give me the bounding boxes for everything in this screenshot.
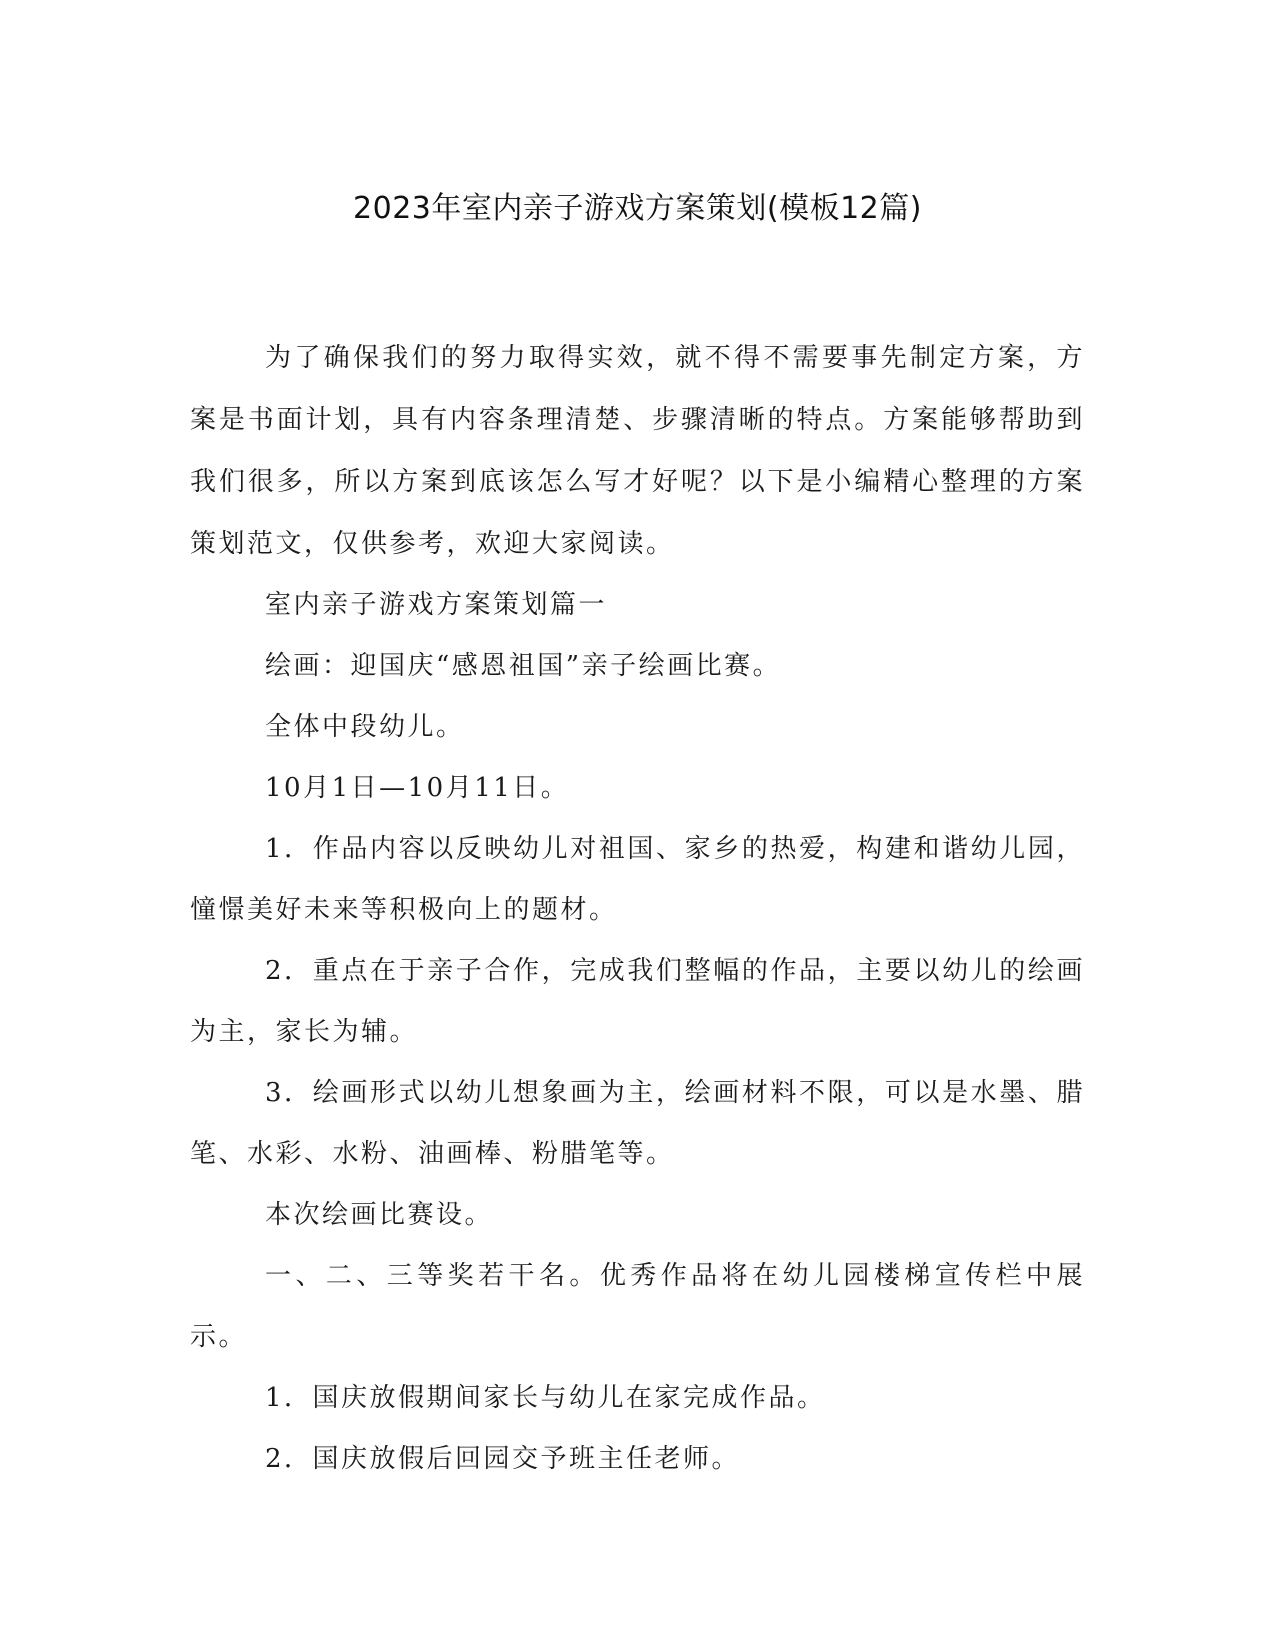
requirement-3: 3．绘画形式以幼儿想象画为主，绘画材料不限，可以是水墨、腊笔、水彩、水粉、油画棒、粉腊笔等。 — [190, 1078, 1085, 1169]
activity-dates: 10月1日—10月11日。 — [265, 773, 570, 803]
award-intro: 本次绘画比赛设。 — [265, 1200, 494, 1230]
requirement-1: 1．作品内容以反映幼儿对祖国、家乡的热爱，构建和谐幼儿园，憧憬美好未来等积极向上的题材。 — [190, 834, 1085, 925]
award-details: 一、二、三等奖若干名。优秀作品将在幼儿园楼梯宣传栏中展示。 — [190, 1261, 1085, 1352]
participants: 全体中段幼儿。 — [265, 712, 465, 742]
document-body — [190, 327, 1085, 1490]
procedure-2: 2．国庆放假后回园交予班主任老师。 — [265, 1444, 741, 1474]
document-title: 2023年室内亲子游戏方案策划(模板12篇) — [353, 191, 922, 226]
activity-theme: 绘画：迎国庆“感恩祖国”亲子绘画比赛。 — [265, 651, 782, 681]
procedure-1: 1．国庆放假期间家长与幼儿在家完成作品。 — [265, 1383, 826, 1413]
requirement-2: 2．重点在于亲子合作，完成我们整幅的作品，主要以幼儿的绘画为主，家长为辅。 — [190, 956, 1085, 1047]
section-heading: 室内亲子游戏方案策划篇一 — [265, 590, 608, 620]
intro-paragraph: 为了确保我们的努力取得实效，就不得不需要事先制定方案，方案是书面计划，具有内容条理清楚、步骤清晰的特点。方案能够帮助到我们很多，所以方案到底该怎么写才好呢？以下是小编精心整理的方案策划范文，仅供参考，欢迎大家阅读。 — [190, 343, 1085, 559]
